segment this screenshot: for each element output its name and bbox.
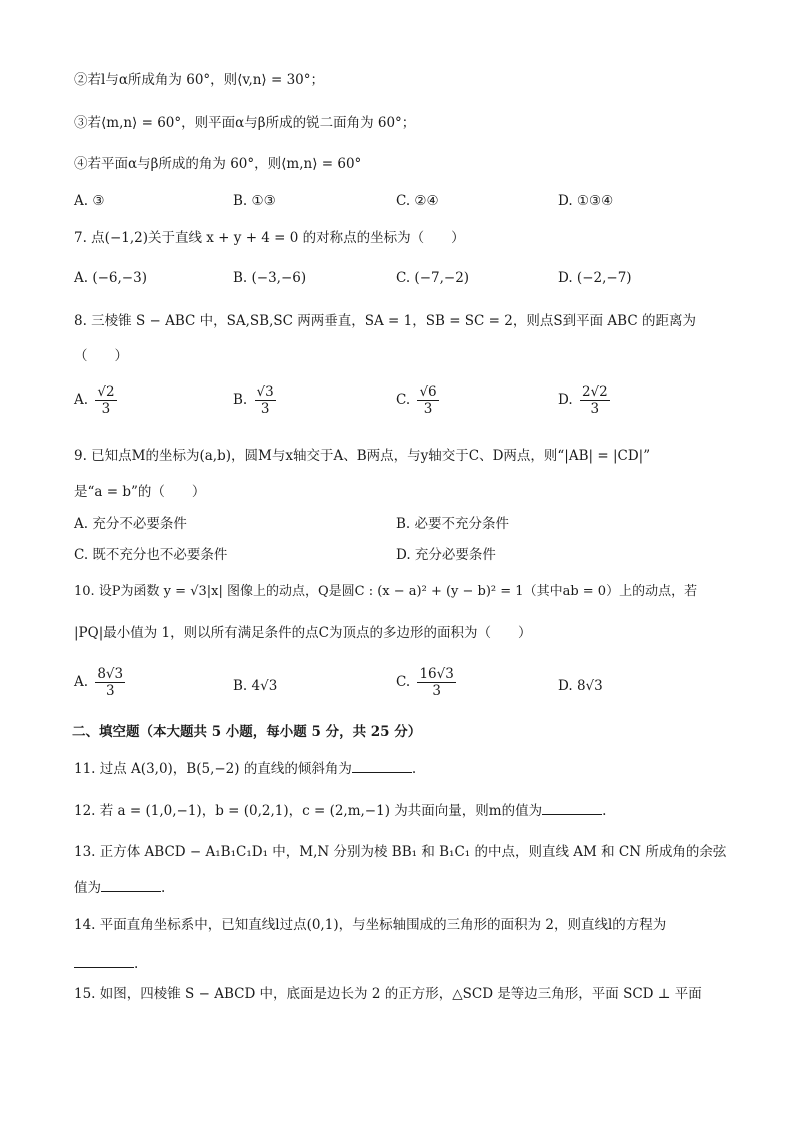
denominator: 3 [101,401,111,417]
q10-option-a [74,666,128,699]
q13-line-1: 13. 正方体 ABCD − A₁B₁C₁D₁ 中，M,N 分别为棱 BB₁ 和 B₁C₁ 的中点，则直线 AM 和 CN 所成角的余弦 [74,844,727,860]
option-value: 4√3 [251,678,278,694]
denominator: 3 [260,401,270,417]
q9-stem: 9. 已知点M的坐标为(a,b)，圆M与x轴交于A、B两点，与y轴交于C、D两点，则“|AB| = |CD|” [74,448,651,464]
numerator: √2 [97,384,115,400]
q11-period: . [411,761,417,777]
q9-option-c: C. 既不充分也不必要条件 [74,547,228,563]
q14-period: . [134,956,139,972]
fraction [580,384,610,417]
denominator: 3 [590,401,600,417]
answer-blank [542,800,602,815]
option-value: 8√3 [576,678,603,694]
q13-period: . [161,880,166,896]
q6-option-a: A. ③ [74,193,105,209]
denominator: 3 [105,683,115,699]
q9-option-d: D. 充分必要条件 [396,547,496,563]
q7-option-c: C. (−7,−2) [396,270,470,286]
q7-option-a: A. (−6,−3) [74,270,147,286]
numerator: 8√3 [97,666,124,682]
q8-paren: （ ） [74,348,128,364]
q7-option-b: B. (−3,−6) [233,270,307,286]
q12 [74,800,606,821]
q6-statement-4: ④若平面α与β所成的角为 60°，则⟨m,n⟩ = 60° [74,156,362,172]
q6-option-c: C. ②④ [396,193,439,209]
q8-stem: 8. 三棱锥 S − ABC 中，SA,SB,SC 两两垂直，SA = 1，SB = SC = 2，则点S到平面 ABC 的距离为 [74,313,696,329]
option-label: A. [74,392,89,408]
q11 [74,758,416,779]
q6-statement-2: ②若l与α所成角为 60°，则⟨v,n⟩ = 30°； [74,72,325,88]
numerator: 2√2 [581,384,608,400]
option-label: D. [558,678,573,694]
q7-stem: 7. 点(−1,2)关于直线 x + y + 4 = 0 的对称点的坐标为（ ） [74,230,465,246]
option-label: C. [396,674,411,690]
q8-option-a [74,384,120,417]
q10-stem-2: |PQ|最小值为 1，则以所有满足条件的点C为顶点的多边形的面积为（ ） [74,625,532,641]
option-label: A. [74,674,89,690]
q9-option-a: A. 充分不必要条件 [74,516,187,532]
q14-line-2 [74,953,138,974]
option-label: D. [558,392,573,408]
q13-text: 值为 [74,880,101,896]
q6-option-b: B. ①③ [233,193,276,209]
fraction [255,384,276,417]
numerator: √6 [419,384,437,400]
denominator: 3 [432,683,441,699]
q9-stem-2: 是“a = b”的（ ） [74,484,206,500]
answer-blank [352,758,412,773]
section-2-heading: 二、填空题（本大题共 5 小题，每小题 5 分，共 25 分） [72,724,422,740]
q10-option-d [558,676,603,696]
q12-period: . [602,803,607,819]
q12-text: 12. 若 a = (1,0,−1)，b = (0,2,1)，c = (2,m,−1) 为共面向量，则m的值为 [74,803,543,819]
numerator: √3 [256,384,274,400]
q13-line-2 [74,877,165,898]
q9-option-b: B. 必要不充分条件 [396,516,510,532]
q7-option-d: D. (−2,−7) [558,270,632,286]
option-label: C. [396,392,411,408]
q8-option-d [558,384,613,417]
q10-stem: 10. 设P为函数 y = √3|x| 图像上的动点，Q是圆C : (x − a)² + (y − b)² = 1（其中ab = 0）上的动点，若 [74,584,698,599]
q15-line-1: 15. 如图，四棱锥 S − ABCD 中，底面是边长为 2 的正方形，△SCD 是等边三角形，平面 SCD ⊥ 平面 [74,986,702,1002]
denominator: 3 [423,401,433,417]
option-label: B. [233,392,248,408]
q14-line-1: 14. 平面直角坐标系中，已知直线l过点(0,1)，与坐标轴围成的三角形的面积为 2，则直线l的方程为 [74,917,667,933]
fraction [417,384,438,417]
option-label: B. [233,678,248,694]
q6-statement-3: ③若⟨m,n⟩ = 60°，则平面α与β所成的锐二面角为 60°； [74,115,416,131]
fraction [95,666,125,699]
fraction [417,666,455,699]
q8-option-b [233,384,279,417]
numerator: 16√3 [419,666,454,682]
fraction [95,384,116,417]
q10-option-c [396,666,459,699]
answer-blank [74,953,134,968]
q10-option-b [233,676,277,696]
q11-text: 11. 过点 A(3,0)，B(5,−2) 的直线的倾斜角为 [74,761,352,777]
q8-option-c [396,384,442,417]
answer-blank [101,877,161,892]
q6-option-d: D. ①③④ [558,193,614,209]
